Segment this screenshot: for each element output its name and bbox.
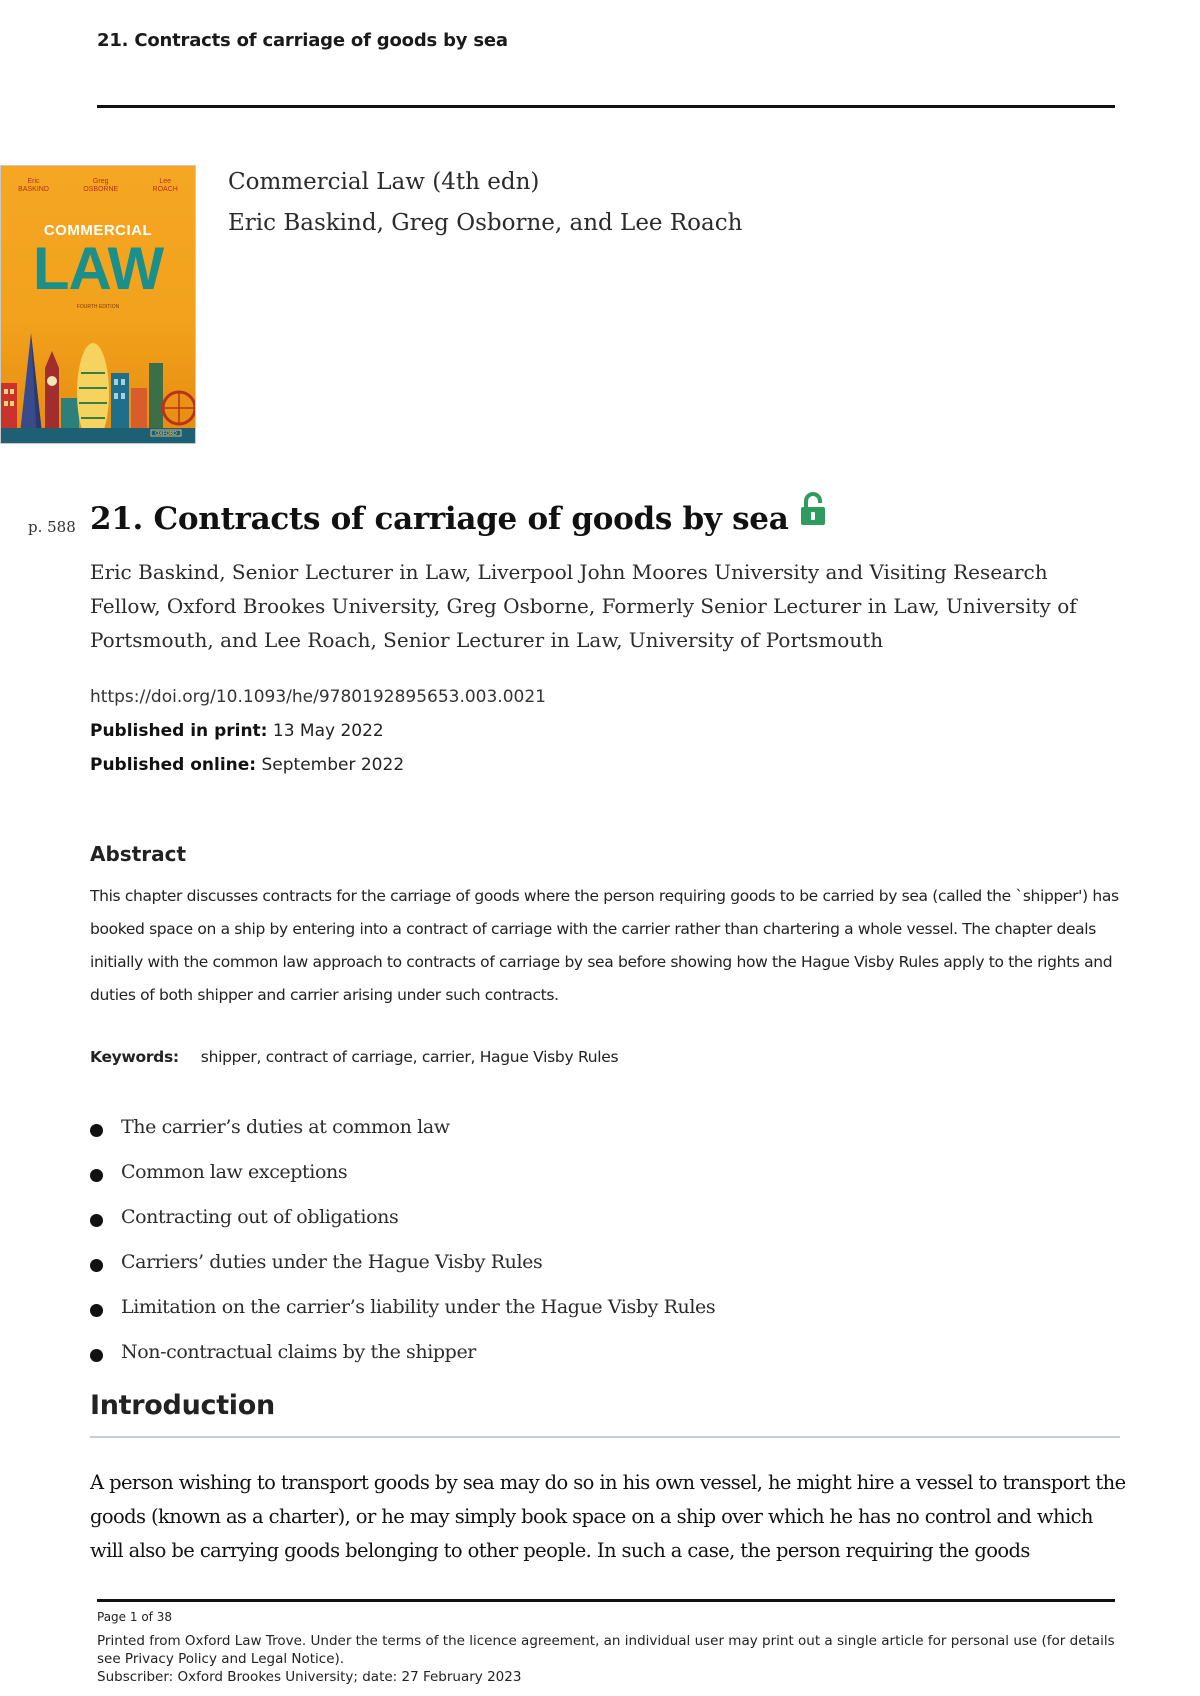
- cover-title: LAW: [32, 235, 164, 302]
- outline-item[interactable]: [90, 1329, 715, 1374]
- book-cover: [0, 165, 196, 444]
- licence-notice: Printed from Oxford Law Trove. Under the terms of the licence agreement, an individual user may print out a single article for personal use (for details see Privacy Policy and Legal Notice).: [97, 1633, 1115, 1667]
- cover-author: Greg OSBORNE: [83, 178, 119, 193]
- running-header: 21. Contracts of carriage of goods by sea: [97, 30, 508, 51]
- unlocked-padlock-icon: [800, 492, 826, 534]
- published-print: [90, 714, 546, 748]
- bullet-dot-icon: [90, 1214, 103, 1227]
- bullet-dot-icon: [90, 1124, 103, 1137]
- chapter-contributors: Eric Baskind, Senior Lecturer in Law, Liverpool John Moores University and Visiting Research Fellow, Oxford Brookes University, Greg Osborne, Formerly Senior Lecturer in Law, University of Portsmouth, and Lee Roach, Senior Lecturer in Law, University of Portsmouth: [90, 560, 1077, 652]
- published-online: [90, 748, 546, 782]
- cover-authors: [1, 178, 195, 193]
- chapter-outline: [90, 1104, 715, 1374]
- chapter-heading: [90, 498, 826, 540]
- introduction-text: A person wishing to transport goods by sea may do so in his own vessel, he might hire a vessel to transport the goods (known as a charter), or he may simply book space on a ship over which he has no control and which will also be carrying goods belonging to other people. In such a case, the person requiring the goods: [90, 1471, 1126, 1562]
- doi-link[interactable]: https://doi.org/10.1093/he/9780192895653.003.0021: [90, 687, 546, 707]
- keywords-line: [90, 1048, 618, 1066]
- outline-item-label: Carriers’ duties under the Hague Visby Rules: [121, 1250, 543, 1273]
- keywords-list: shipper, contract of carriage, carrier, Hague Visby Rules: [200, 1048, 619, 1066]
- footer-notice: [97, 1632, 1117, 1686]
- cover-subtitle: COMMERCIAL: [43, 222, 153, 239]
- published-print-date: 13 May 2022: [267, 721, 384, 741]
- abstract-text: This chapter discusses contracts for the carriage of goods where the person requiring goods to be carried by sea (called the `shipper') has booked space on a ship by entering into a contract of carriage with the carrier rather than chartering a whole vessel. The chapter deals initially with the common law approach to contracts of carriage by sea before showing how the Hague Visby Rules apply to the rights and duties of both shipper and carrier arising under such contracts.: [90, 887, 1119, 1004]
- publication-info: [90, 680, 546, 782]
- bullet-dot-icon: [90, 1304, 103, 1317]
- outline-item-label: Non-contractual claims by the shipper: [121, 1340, 476, 1363]
- print-page-marker: p. 588: [28, 518, 76, 536]
- published-online-date: September 2022: [256, 755, 405, 775]
- bullet-dot-icon: [90, 1169, 103, 1182]
- outline-item[interactable]: [90, 1149, 715, 1194]
- chapter-title: 21. Contracts of carriage of goods by sea: [90, 501, 789, 537]
- published-online-label: Published online:: [90, 755, 257, 775]
- cover-author: Lee ROACH: [152, 178, 178, 193]
- cover-author: Eric BASKIND: [18, 178, 49, 193]
- book-title[interactable]: Commercial Law (4th edn): [228, 169, 540, 195]
- outline-item[interactable]: [90, 1239, 715, 1284]
- outline-item[interactable]: [90, 1194, 715, 1239]
- header-rule: [97, 105, 1115, 108]
- bullet-dot-icon: [90, 1349, 103, 1362]
- outline-item-label: The carrier’s duties at common law: [121, 1115, 450, 1138]
- keywords-label: Keywords:: [90, 1048, 179, 1066]
- cover-publisher: OXFORD: [155, 431, 177, 437]
- book-authors: Eric Baskind, Greg Osborne, and Lee Roach: [228, 210, 743, 236]
- cover-edition: FOURTH EDITION: [76, 304, 120, 310]
- introduction-heading: Introduction: [90, 1390, 275, 1421]
- book-metadata: [228, 162, 742, 244]
- city-skyline-illustration: [1, 313, 195, 443]
- abstract-heading: Abstract: [90, 842, 187, 866]
- outline-item[interactable]: [90, 1284, 715, 1329]
- bullet-dot-icon: [90, 1259, 103, 1272]
- outline-item-label: Common law exceptions: [121, 1160, 348, 1183]
- outline-item[interactable]: [90, 1104, 715, 1149]
- outline-item-label: Contracting out of obligations: [121, 1205, 399, 1228]
- published-print-label: Published in print:: [90, 721, 268, 741]
- introduction-rule: [90, 1436, 1120, 1438]
- footer-rule: [97, 1599, 1115, 1602]
- outline-item-label: Limitation on the carrier’s liability under the Hague Visby Rules: [121, 1295, 716, 1318]
- footer-page-number: Page 1 of 38: [97, 1610, 172, 1624]
- subscriber-line: Subscriber: Oxford Brookes University; date: 27 February 2023: [97, 1669, 522, 1685]
